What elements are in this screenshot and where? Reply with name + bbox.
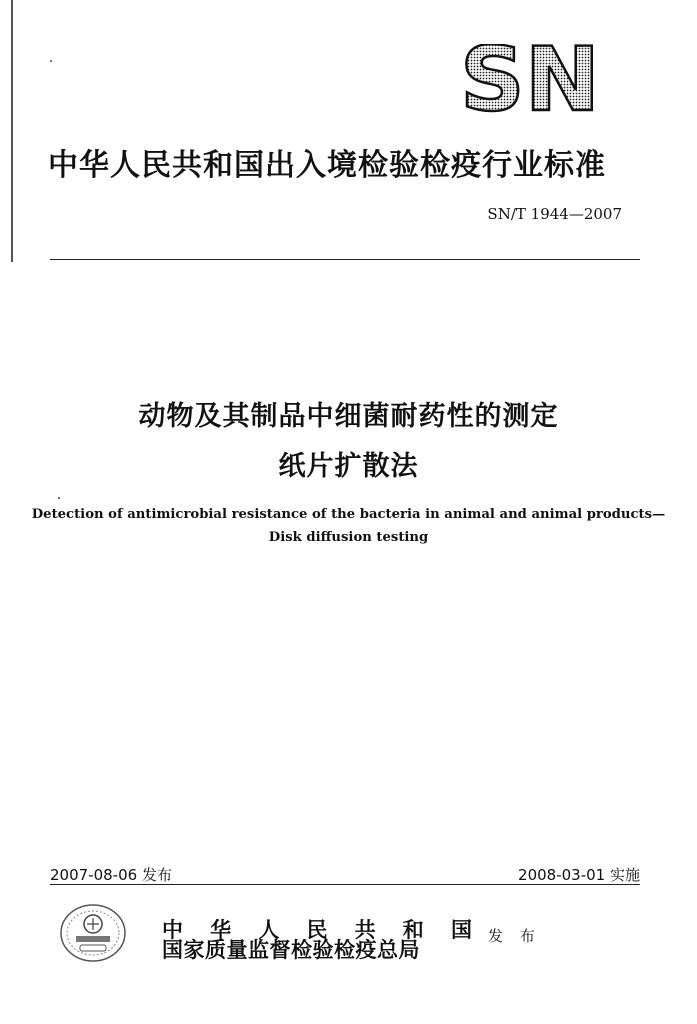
issuer-char: 华 xyxy=(210,917,232,942)
standard-number: SN/T 1944—2007 xyxy=(487,205,622,223)
effective-date: 2008-03-01 实施 xyxy=(518,866,640,884)
scan-edge-line xyxy=(11,0,13,262)
publish-label: 发 布 xyxy=(488,927,541,945)
issue-date: 2007-08-06 发布 xyxy=(50,866,172,884)
issuer-char: 共 xyxy=(354,917,376,942)
official-seal-icon xyxy=(58,902,128,964)
issuer-line2: 国家质量监督检验检疫总局 xyxy=(162,937,420,962)
footer-divider xyxy=(50,884,640,885)
title-en-line2: Disk diffusion testing xyxy=(268,530,429,545)
issuer-char: 民 xyxy=(306,917,328,942)
issuer-title: 中华人民共和国出入境检验检疫行业标准 xyxy=(48,148,606,183)
issuer-char: 和 xyxy=(402,917,424,942)
title-cn-line1: 动物及其制品中细菌耐药性的测定 xyxy=(138,401,559,432)
header-divider xyxy=(50,259,640,260)
scan-speck xyxy=(50,60,52,62)
title-en-line1: Detection of antimicrobial resistance of the bacteria in animal and animal products— xyxy=(31,507,666,522)
issuer-char: 国 xyxy=(450,917,472,942)
title-cn-line2: 纸片扩散法 xyxy=(278,451,419,482)
sn-logo xyxy=(458,44,602,116)
issuer-char: 中 xyxy=(162,917,183,942)
issuer-char: 人 xyxy=(258,917,280,942)
sn-logo-text: SN xyxy=(460,44,600,116)
scan-speck xyxy=(58,497,60,499)
